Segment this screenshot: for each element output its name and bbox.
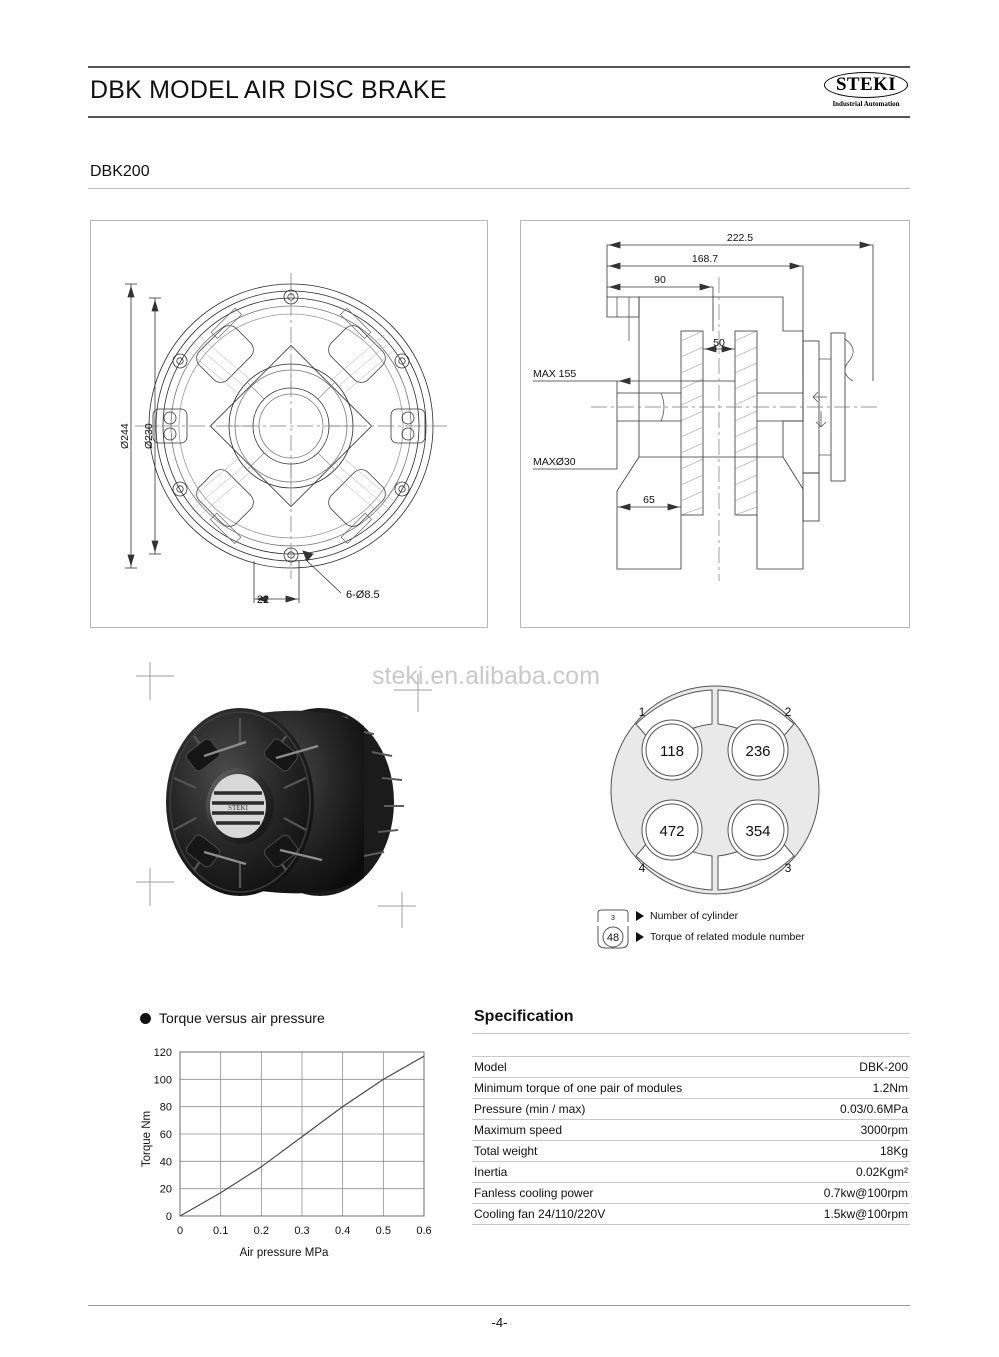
chart-canvas	[136, 1044, 436, 1269]
specification-title: Specification	[474, 1008, 574, 1025]
chart-x-tick: 0.3	[294, 1225, 310, 1237]
cylinder-number-3: 3	[784, 861, 792, 875]
chart-x-tick: 0	[176, 1225, 184, 1237]
legend-row-torque	[596, 926, 805, 948]
chart-y-tick: 120	[153, 1047, 172, 1059]
module-torque-1: 118	[660, 743, 684, 760]
dim-90: 90	[654, 274, 666, 286]
front-view-drawing	[90, 220, 488, 628]
legend-cylinder-symbol-icon	[596, 908, 630, 924]
dim-50: 50	[713, 337, 725, 349]
spec-row	[472, 1141, 910, 1162]
chart-x-tick: 0.1	[213, 1225, 229, 1237]
chart-x-tick-labels	[177, 1225, 432, 1237]
watermark: steki.en.alibaba.com	[372, 662, 600, 690]
chart-heading	[140, 1010, 325, 1026]
dim-6-dia-8-5: 6-Ø8.5	[346, 589, 380, 601]
legend-cylinder-symbol-text: 3	[611, 915, 615, 922]
spec-value: DBK-200	[781, 1057, 910, 1078]
chart-y-tick: 60	[159, 1129, 172, 1141]
legend-text-torque: Torque of related module number	[650, 931, 805, 943]
spec-label: Minimum torque of one pair of modules	[472, 1078, 781, 1099]
footer-rule	[88, 1305, 910, 1306]
dim-222-5: 222.5	[726, 232, 754, 244]
spec-value: 1.2Nm	[781, 1078, 910, 1099]
section-view-svg	[521, 221, 909, 627]
spec-value: 18Kg	[781, 1141, 910, 1162]
legend-torque-symbol-text: 48	[606, 932, 620, 944]
cylinder-number-1: 1	[638, 705, 646, 719]
spec-label: Total weight	[472, 1141, 781, 1162]
specification-table	[472, 1056, 910, 1225]
spec-value: 0.7kw@100rpm	[781, 1183, 910, 1204]
spec-label: Maximum speed	[472, 1120, 781, 1141]
spec-value: 0.02Kgm²	[781, 1162, 910, 1183]
chart-y-axis-title: Torque Nm	[141, 1110, 153, 1168]
logo-wordmark: STEKI	[835, 74, 897, 95]
chart-title: Torque versus air pressure	[159, 1010, 325, 1026]
module-torque-2: 236	[745, 743, 771, 760]
chart-x-axis-title: Air pressure MPa	[239, 1247, 329, 1259]
chart-y-tick: 40	[159, 1156, 172, 1169]
spec-value: 3000rpm	[781, 1120, 910, 1141]
chart-y-tick: 0	[165, 1211, 172, 1223]
module-diagram-svg	[600, 672, 830, 912]
chart-x-tick: 0.5	[375, 1225, 391, 1237]
legend-text-cylinder: Number of cylinder	[650, 910, 739, 922]
module-torque-diagram	[600, 672, 830, 912]
spec-row	[472, 1162, 910, 1183]
dim-168-7: 168.7	[691, 253, 719, 265]
footer-page-number: -4-	[491, 1315, 508, 1330]
dim-dia-244: Ø244	[119, 423, 131, 449]
chart-y-tick: 100	[153, 1074, 172, 1087]
cylinder-number-2: 2	[784, 705, 792, 719]
chart-x-tick: 0.4	[335, 1225, 351, 1237]
chart-x-tick: 0.6	[416, 1225, 432, 1237]
cylinder-number-4: 4	[638, 861, 646, 875]
legend-arrow-icon-2	[636, 932, 644, 942]
dim-max-155: MAX 155	[533, 368, 577, 380]
specification-title-rule	[472, 1033, 910, 1034]
spec-label: Model	[472, 1057, 781, 1078]
section-view-drawing	[520, 220, 910, 628]
chart-y-tick-labels	[154, 1047, 172, 1223]
dim-22: 22	[256, 594, 270, 606]
steki-logo	[824, 70, 910, 114]
spec-value: 1.5kw@100rpm	[781, 1204, 910, 1225]
spec-row	[472, 1204, 910, 1225]
logo-tagline: Industrial Automation	[832, 100, 900, 108]
dim-max-dia-30: MAXØ30	[533, 456, 576, 468]
spec-row	[472, 1078, 910, 1099]
spec-value: 0.03/0.6MPa	[781, 1099, 910, 1120]
product-photo	[134, 660, 434, 930]
bullet-dot-icon	[140, 1013, 151, 1024]
legend-arrow-icon-1	[636, 911, 644, 921]
torque-pressure-chart	[136, 1010, 466, 1272]
dim-65: 65	[643, 494, 655, 506]
spec-row	[472, 1120, 910, 1141]
chart-y-tick: 20	[159, 1183, 172, 1196]
spec-label: Pressure (min / max)	[472, 1099, 781, 1120]
model-label: DBK200	[90, 163, 150, 180]
product-photo-svg	[134, 660, 434, 930]
chart-y-tick: 80	[159, 1101, 172, 1114]
hub-logo-text: STEKI	[228, 804, 248, 812]
specification-section	[472, 1008, 910, 1225]
spec-label: Fanless cooling power	[472, 1183, 781, 1204]
spec-label: Cooling fan 24/110/220V	[472, 1204, 781, 1225]
page-title: DBK MODEL AIR DISC BRAKE	[90, 76, 447, 104]
spec-row	[472, 1099, 910, 1120]
chart-x-tick: 0.2	[253, 1225, 269, 1237]
model-rule	[88, 188, 910, 189]
module-diagram-legend	[596, 905, 856, 957]
legend-torque-symbol-icon	[596, 924, 630, 950]
spec-label: Inertia	[472, 1162, 781, 1183]
dim-dia-230: Ø230	[143, 423, 155, 449]
spec-row	[472, 1057, 910, 1078]
chart-svg	[136, 1044, 436, 1264]
module-torque-4: 472	[659, 823, 685, 840]
header-rule-bottom	[88, 116, 910, 118]
module-torque-3: 354	[745, 823, 771, 840]
header-rule-top	[88, 66, 910, 68]
spec-row	[472, 1183, 910, 1204]
